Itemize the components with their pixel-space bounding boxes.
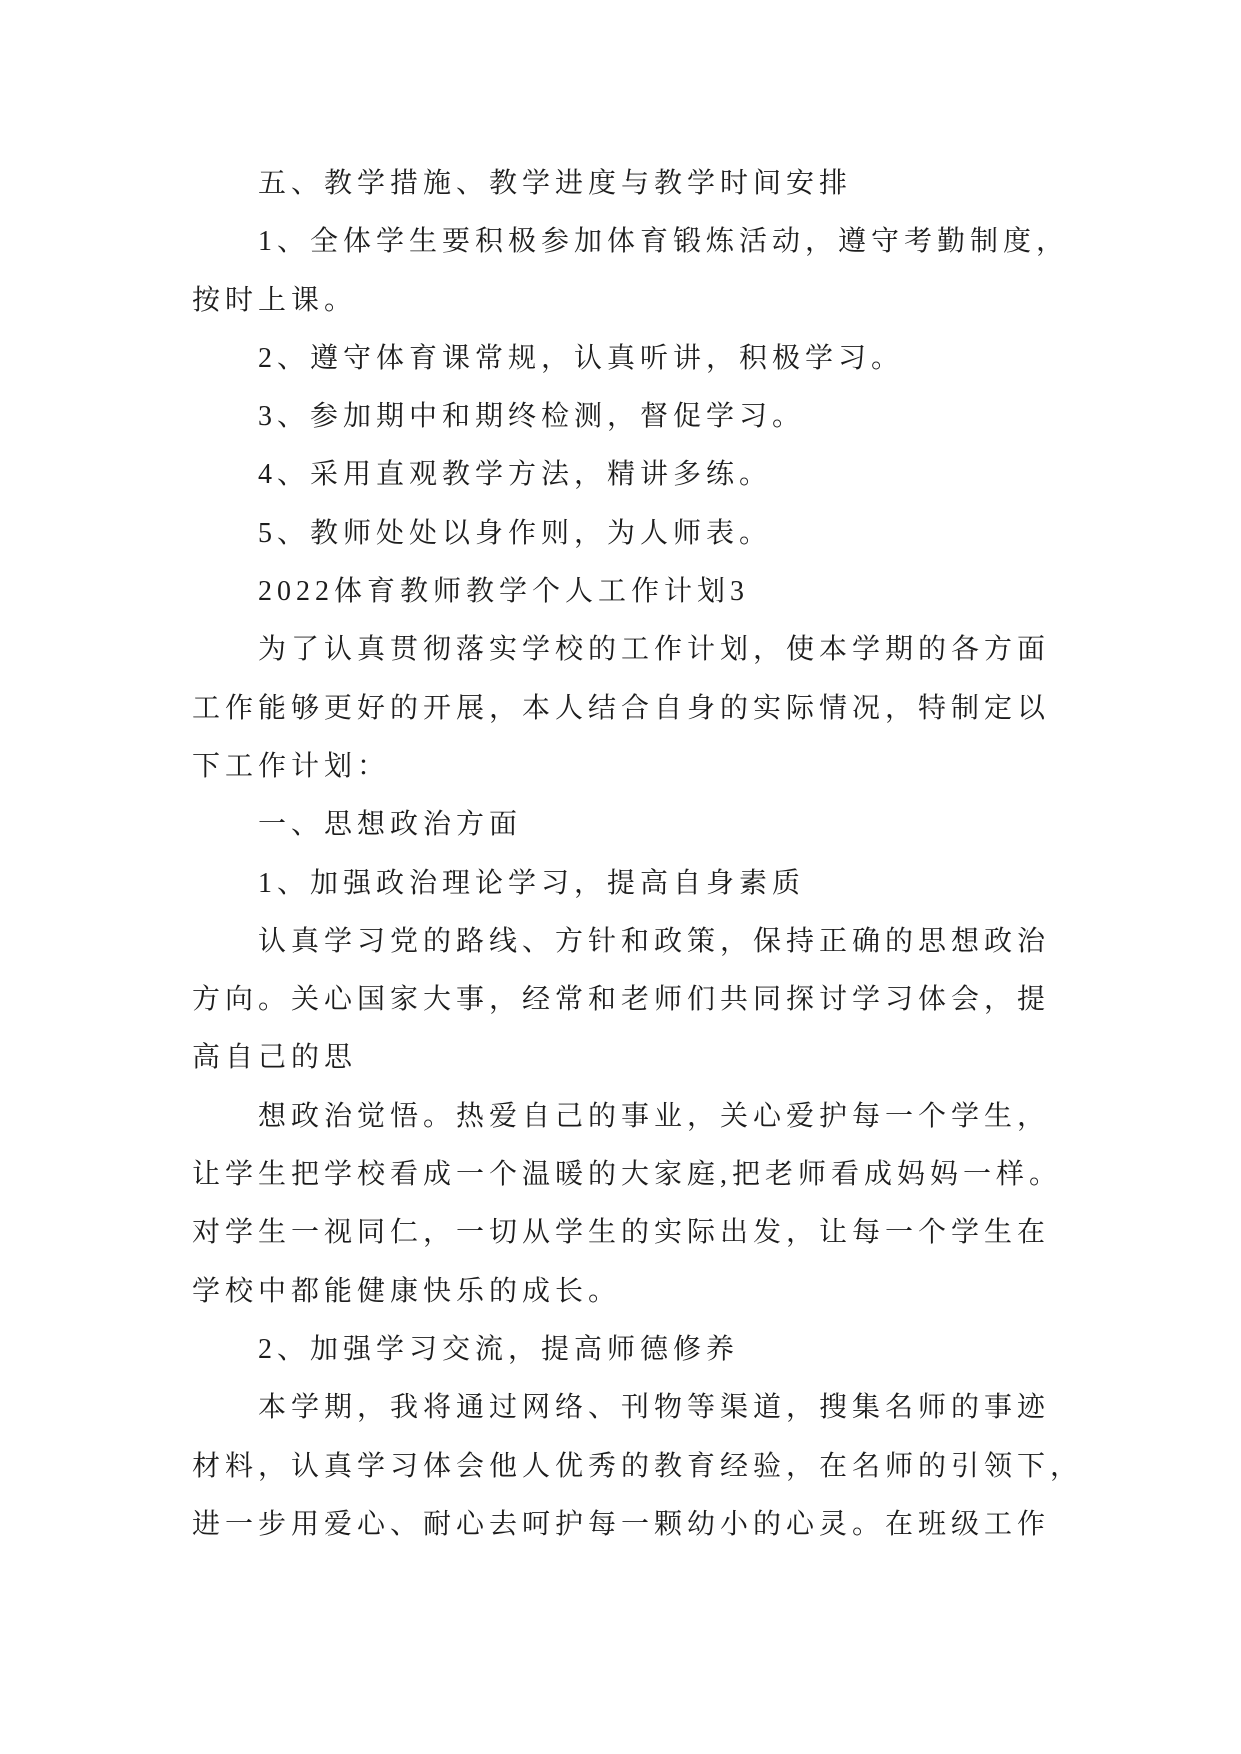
- text-line: 认真学习党的路线、方针和政策，保持正确的思想政治: [258, 925, 1051, 957]
- text-line: 4、采用直观教学方法，精讲多练。: [258, 459, 773, 491]
- text-line: 为了认真贯彻落实学校的工作计划，使本学期的各方面: [258, 634, 1051, 666]
- text-line: 一、思想政治方面: [258, 809, 523, 841]
- subsection-heading: [192, 855, 1152, 913]
- text-line: 1、全体学生要积极参加体育锻炼活动，遵守考勤制度，: [258, 226, 1070, 258]
- text-line: 对学生一视同仁，一切从学生的实际出发，让每一个学生在: [192, 1217, 1051, 1249]
- text-line: 本学期，我将通过网络、刊物等渠道，搜集名师的事迹: [258, 1392, 1051, 1424]
- document-title: [192, 563, 1152, 621]
- text-line: 按时上课。: [192, 284, 358, 316]
- text-line: 下工作计划：: [192, 750, 391, 782]
- text-line: 高自己的思: [192, 1042, 358, 1074]
- list-item: [192, 505, 1152, 563]
- document-body: [192, 155, 1152, 1554]
- text-line: 让学生把学校看成一个温暖的大家庭,把老师看成妈妈一样。: [192, 1159, 1063, 1191]
- text-line: 2、加强学习交流，提高师德修养: [258, 1333, 740, 1365]
- text-line: 进一步用爱心、耐心去呵护每一颗幼小的心灵。在班级工作: [192, 1508, 1051, 1540]
- list-item: [192, 330, 1152, 388]
- text-line: 5、教师处处以身作则，为人师表。: [258, 517, 773, 549]
- text-line: 2、遵守体育课常规，认真听讲，积极学习。: [258, 342, 905, 374]
- list-item: [192, 388, 1152, 446]
- list-item: [192, 213, 1152, 330]
- subsection-heading: [192, 1321, 1152, 1379]
- text-line: 想政治觉悟。热爱自己的事业，关心爱护每一个学生，: [258, 1100, 1051, 1132]
- text-line: 3、参加期中和期终检测，督促学习。: [258, 401, 806, 433]
- text-line: 五、教学措施、教学进度与教学时间安排: [258, 168, 853, 199]
- section-heading: [192, 155, 1152, 213]
- text-line: 2022体育教师教学个人工作计划3: [258, 576, 750, 608]
- text-line: 1、加强政治理论学习，提高自身素质: [258, 867, 806, 899]
- section-heading: [192, 796, 1152, 854]
- body-paragraph: [192, 1379, 1152, 1554]
- text-line: 材料，认真学习体会他人优秀的教育经验，在名师的引领下，: [192, 1450, 1084, 1482]
- body-paragraph: [192, 1088, 1152, 1321]
- text-line: 学校中都能健康快乐的成长。: [192, 1275, 622, 1307]
- text-line: 方向。关心国家大事，经常和老师们共同探讨学习体会，提: [192, 984, 1051, 1016]
- body-paragraph: [192, 621, 1152, 796]
- body-paragraph: [192, 913, 1152, 1088]
- list-item: [192, 446, 1152, 504]
- text-line: 工作能够更好的开展，本人结合自身的实际情况，特制定以: [192, 692, 1051, 724]
